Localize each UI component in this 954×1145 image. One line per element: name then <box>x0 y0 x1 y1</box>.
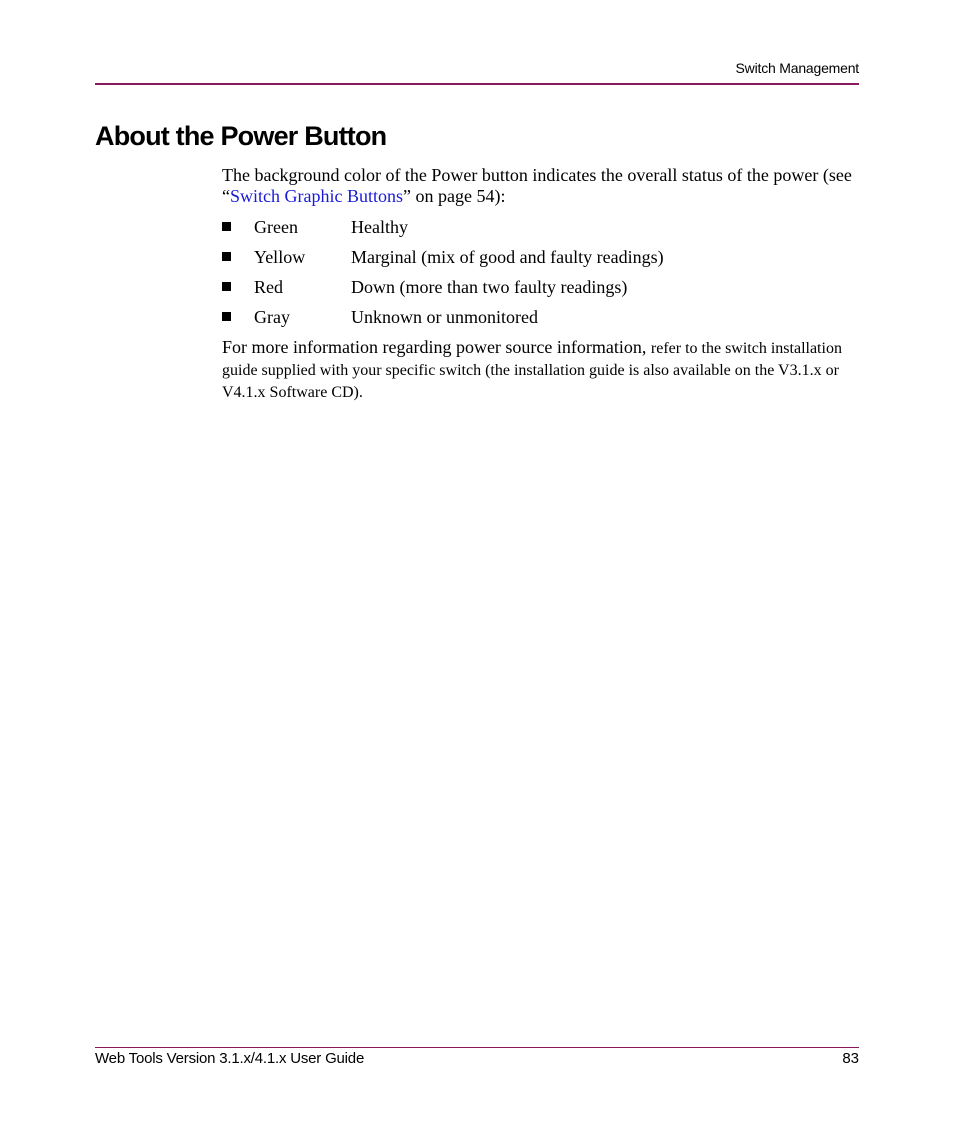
section-title: About the Power Button <box>95 121 387 151</box>
square-bullet-icon <box>222 222 231 231</box>
square-bullet-icon <box>222 282 231 291</box>
status-color-label: Red <box>254 277 283 297</box>
footer-guide-title: Web Tools Version 3.1.x/4.1.x User Guide <box>95 1050 365 1067</box>
status-color-label: Gray <box>254 307 290 327</box>
status-meaning: Healthy <box>351 217 408 237</box>
status-meaning: Marginal (mix of good and faulty readings) <box>351 247 664 267</box>
intro-text-before: The background color of the Power button indicates the overall status of the power (see “ <box>222 165 852 206</box>
square-bullet-icon <box>222 312 231 321</box>
more-info-rest: refer to the switch installation guide supplied with your specific switch (the installation guide is also available on the V3.1.x or V4.1.x Software CD). <box>222 340 842 401</box>
switch-graphic-buttons-link[interactable]: Switch Graphic Buttons <box>230 186 403 206</box>
more-info-lead: For more information regarding power source information, <box>222 337 651 357</box>
running-header: Switch Management <box>735 60 859 76</box>
intro-paragraph <box>222 165 862 207</box>
status-meaning: Unknown or unmonitored <box>351 307 538 327</box>
more-info-paragraph <box>222 337 862 403</box>
status-meaning: Down (more than two faulty readings) <box>351 277 628 297</box>
header-rule <box>95 83 859 85</box>
square-bullet-icon <box>222 252 231 261</box>
status-color-label: Green <box>254 217 298 237</box>
status-color-label: Yellow <box>254 247 306 267</box>
intro-text-after: ” on page 54): <box>403 186 506 206</box>
page-number: 83 <box>842 1050 859 1067</box>
footer-rule <box>95 1047 859 1048</box>
